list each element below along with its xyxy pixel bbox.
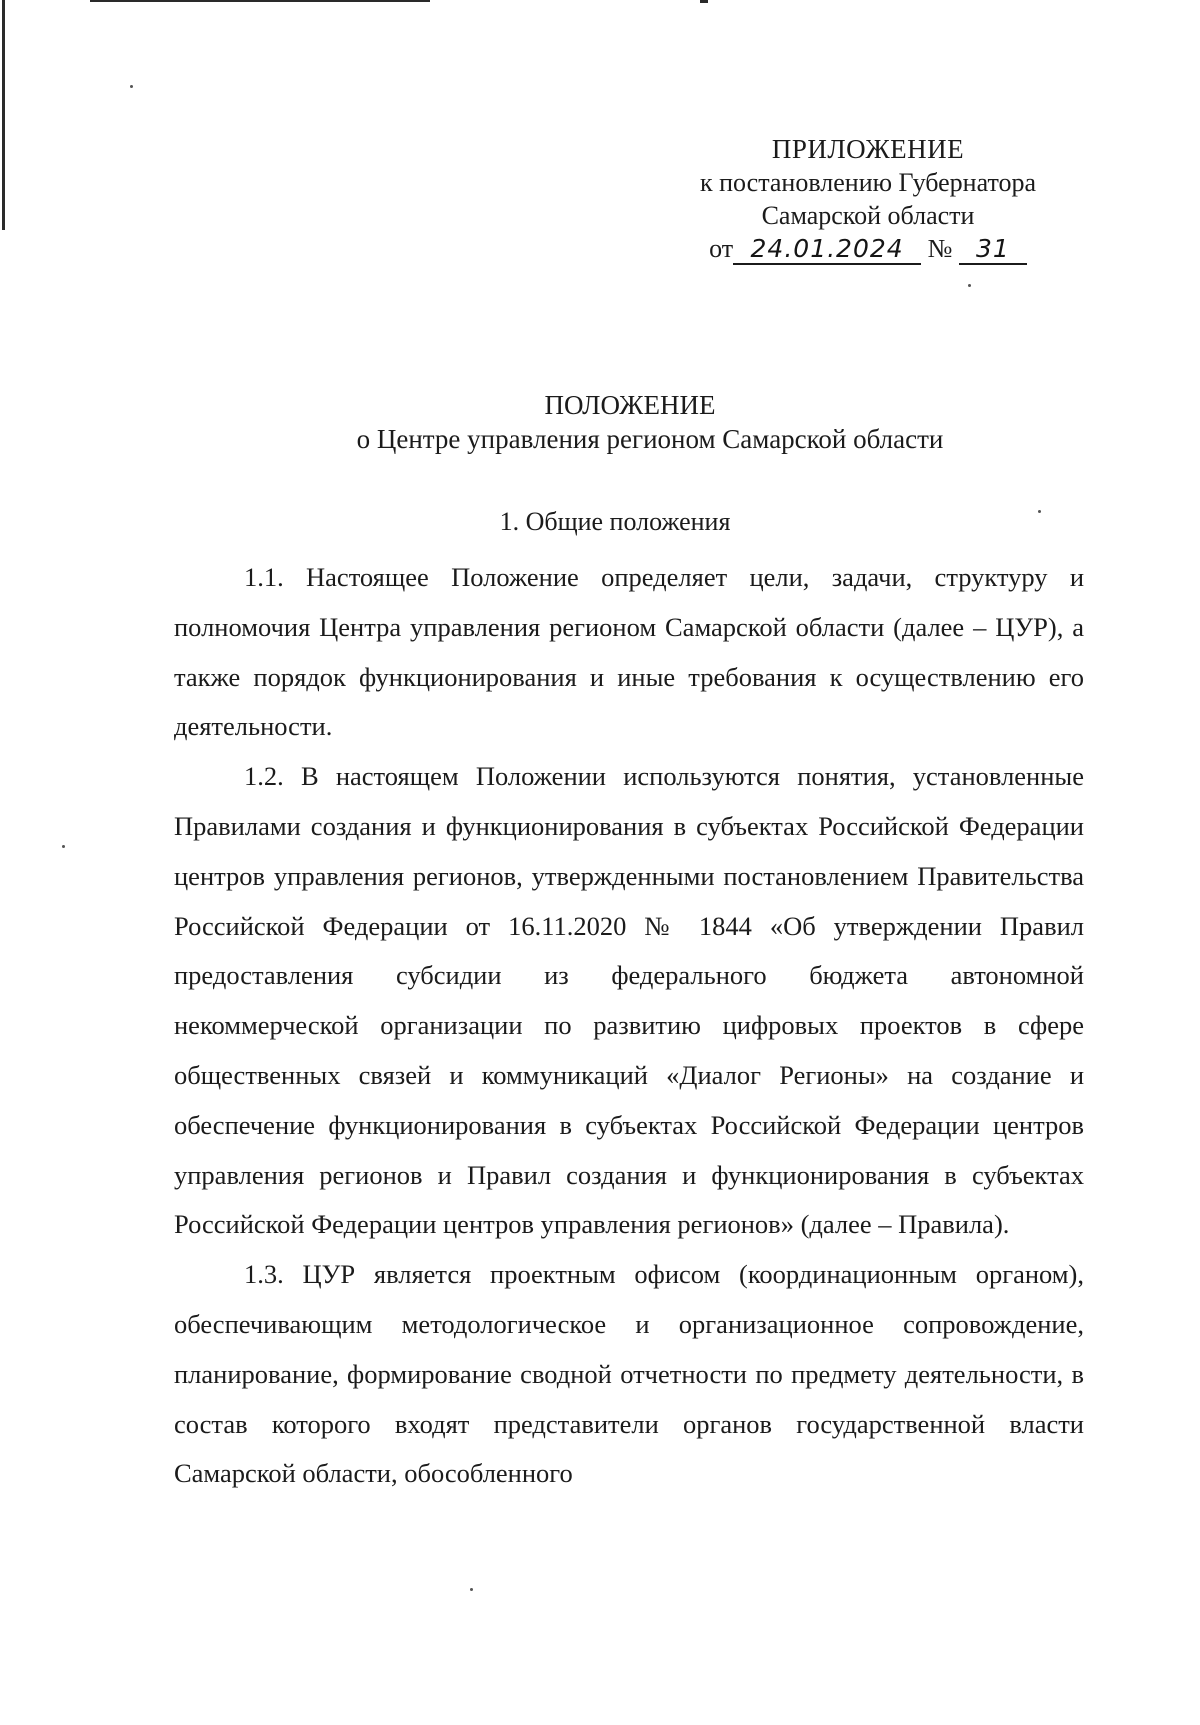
document-body xyxy=(174,553,1084,1499)
document-title: ПОЛОЖЕНИЕ xyxy=(544,390,716,420)
scan-speck xyxy=(968,284,971,287)
paragraph: 1.2. В настоящем Положении используются понятия, установленные Правилами создания и функционирования в субъектах Российской Федерации центров управления регионов, утвержденными постановлением Правительства Российской Федерации от 16.11.2020 № 1844 «Об утверждении Правил предоставления субсидии из федерального бюджета автономной некоммерческой организации по развитию цифровых проектов в сфере общественных связей и коммуникаций «Диалог Регионы» на создание и обеспечение функционирования в субъектах Российской Федерации центров управления регионов и Правил создания и функционирования в субъектах Российской Федерации центров управления регионов» (далее – Правила). xyxy=(174,761,1084,1240)
handwritten-date: 24.01.2024 xyxy=(733,235,921,265)
document-subtitle: о Центре управления регионом Самарской области xyxy=(356,424,944,454)
scan-speck xyxy=(62,845,65,848)
appendix-line-1: к постановлению Губернатора xyxy=(699,168,1037,197)
appendix-line-2: Самарской области xyxy=(761,201,975,230)
appendix-title: ПРИЛОЖЕНИЕ xyxy=(771,134,965,164)
appendix-date-line xyxy=(709,232,1027,265)
scan-edge-top xyxy=(90,0,430,2)
section-heading: 1. Общие положения xyxy=(499,507,731,536)
date-prefix: от xyxy=(709,234,734,263)
document-title-block xyxy=(0,388,1200,456)
paragraph: 1.1. Настоящее Положение определяет цели, задачи, структуру и полномочия Центра управления регионом Самарской области (далее – ЦУР), а также порядок функционирования и иные требования к осуществлению его деятельности. xyxy=(174,562,1084,742)
scan-speck xyxy=(470,1588,473,1591)
number-sign: № xyxy=(927,234,953,263)
appendix-header xyxy=(658,133,1078,265)
paragraph: 1.3. ЦУР является проектным офисом (координационным органом), обеспечивающим методологическое и организационное сопровождение, планирование, формирование сводной отчетности по предмету деятельности, в состав которого входят представители органов государственной власти Самарской области, обособленного xyxy=(174,1259,1084,1489)
scan-mark-top xyxy=(700,0,708,3)
handwritten-number: 31 xyxy=(959,235,1027,265)
scan-edge-left xyxy=(2,0,5,230)
scan-speck xyxy=(130,85,133,88)
